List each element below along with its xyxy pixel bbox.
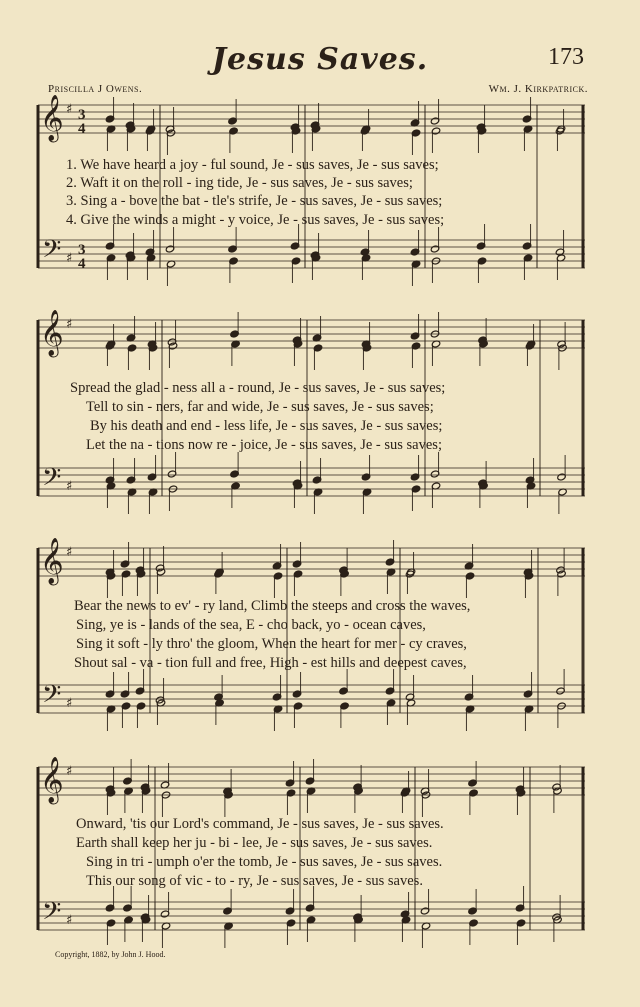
lyric-line: Let the na - tions now re - joice, Je - sus saves, Je - sus saves;	[86, 437, 442, 453]
bass-clef-icon: 𝄢	[42, 897, 62, 932]
lyric-line: 3. Sing a - bove the bat - tle's strife, Je - sus saves, Je - sus saves;	[66, 193, 443, 209]
treble-clef-icon: 𝄞	[40, 95, 64, 141]
copyright-notice: Copyright, 1882, by John J. Hood.	[55, 950, 166, 959]
bass-clef-icon: 𝄢	[42, 463, 62, 498]
composer-credit: Wm. J. Kirkpatrick.	[488, 83, 588, 95]
lyric-line: Sing, ye is - lands of the sea, E - cho back, yo - ocean caves,	[76, 617, 426, 633]
lyric-line: Spread the glad - ness all a - round, Je - sus saves, Je - sus saves;	[70, 380, 446, 396]
sharp-icon: ♯	[66, 479, 73, 494]
time-signature-top: 3	[78, 107, 86, 123]
time-signature-top: 3	[78, 242, 86, 258]
treble-clef-icon: 𝄞	[40, 538, 64, 584]
sharp-icon: ♯	[66, 696, 73, 711]
treble-clef-icon: 𝄞	[40, 757, 64, 803]
lyric-line: This our song of vic - to - ry, Je - sus saves, Je - sus saves.	[86, 873, 423, 889]
lyric-line: Shout sal - va - tion full and free, High - est hills and deepest caves,	[74, 655, 467, 671]
bass-clef-icon: 𝄢	[42, 680, 62, 715]
bass-clef-icon: 𝄢	[42, 235, 62, 270]
lyricist-credit: Priscilla J Owens.	[48, 83, 143, 95]
sharp-icon: ♯	[66, 913, 73, 928]
lyric-line: 2. Waft it on the roll - ing tide, Je - sus saves, Je - sus saves;	[66, 175, 413, 191]
time-signature-bottom: 4	[78, 256, 86, 272]
hymn-title: Jesus Saves.	[211, 42, 429, 77]
sharp-icon: ♯	[66, 251, 73, 266]
sharp-icon: ♯	[66, 317, 73, 332]
lyric-line: Sing in tri - umph o'er the tomb, Je - sus saves, Je - sus saves.	[86, 854, 443, 870]
lyric-line: Tell to sin - ners, far and wide, Je - sus saves, Je - sus saves;	[86, 399, 434, 415]
lyric-line: Sing it soft - ly thro' the gloom, When the heart for mer - cy craves,	[76, 636, 467, 652]
lyric-line: Earth shall keep her ju - bi - lee, Je - sus saves, Je - sus saves.	[76, 835, 433, 851]
sharp-icon: ♯	[66, 102, 73, 117]
lyric-line: By his death and end - less life, Je - sus saves, Je - sus saves;	[90, 418, 443, 434]
sharp-icon: ♯	[66, 764, 73, 779]
page-number: 173	[548, 44, 584, 70]
lyric-line: Bear the news to ev' - ry land, Climb the steeps and cross the waves,	[74, 598, 471, 614]
treble-clef-icon: 𝄞	[40, 310, 64, 356]
lyric-line: 1. We have heard a joy - ful sound, Je - sus saves, Je - sus saves;	[66, 157, 439, 173]
time-signature-bottom: 4	[78, 121, 86, 137]
lyric-line: Onward, 'tis our Lord's command, Je - sus saves, Je - sus saves.	[76, 816, 444, 832]
lyric-line: 4. Give the winds a might - y voice, Je - sus saves, Je - sus saves;	[66, 212, 445, 228]
sharp-icon: ♯	[66, 545, 73, 560]
